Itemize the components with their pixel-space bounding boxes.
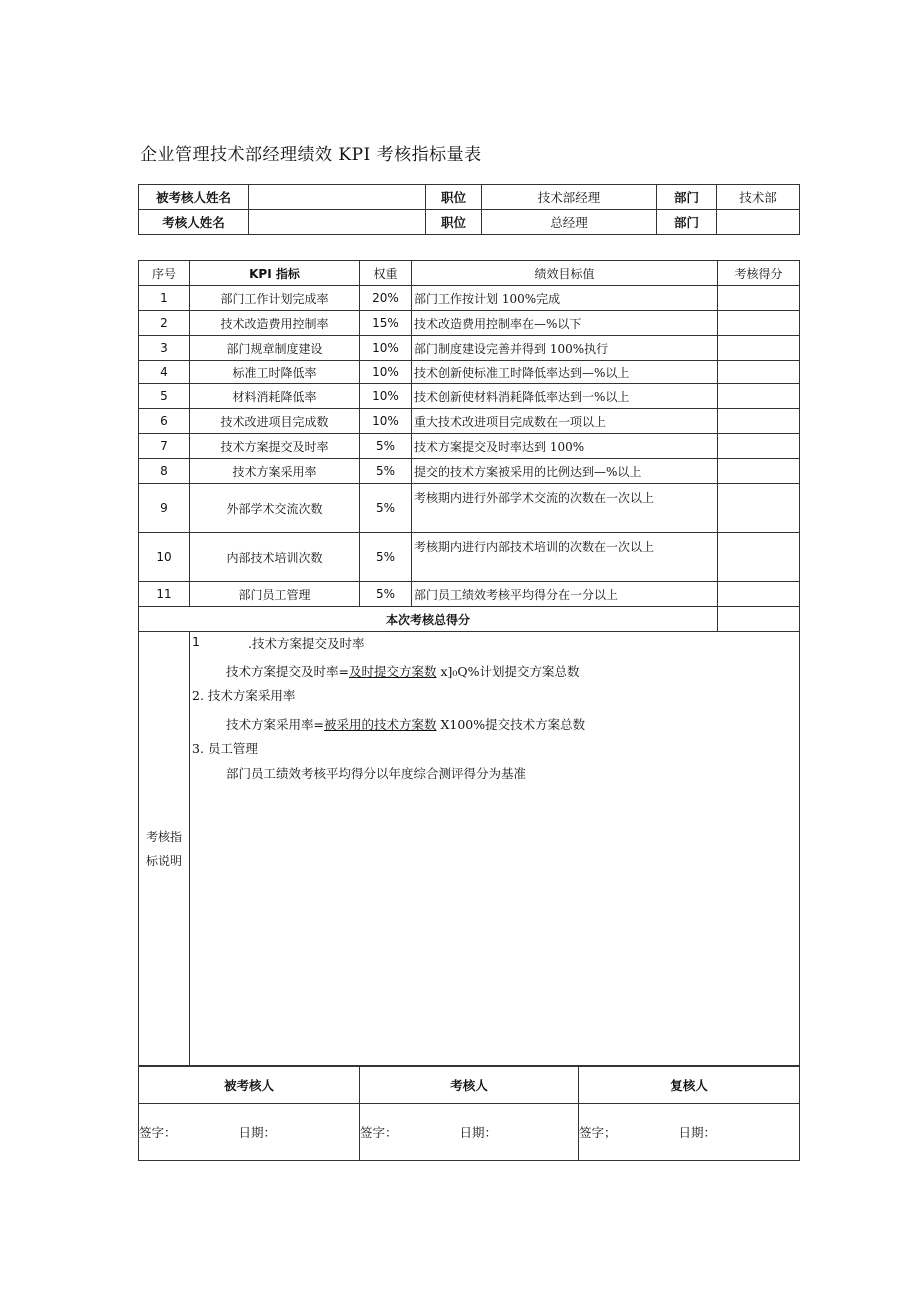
kpi-row: [139, 336, 800, 361]
role-reviewer: 复核人: [579, 1067, 800, 1104]
kpi-score-cell[interactable]: [718, 459, 800, 484]
header-indicator: KPI 指标: [190, 261, 360, 286]
formula-numerator: 及时提交方案数: [348, 664, 437, 679]
kpi-weight: 10%: [360, 409, 412, 434]
formula-numerator: 被采用的技术方案数: [323, 717, 437, 732]
kpi-weight: 5%: [360, 484, 412, 533]
kpi-indicator: 部门规章制度建设: [190, 336, 360, 361]
formula-prefix: 技术方案提交及时率=: [226, 664, 349, 679]
kpi-weight: 20%: [360, 286, 412, 311]
explain-item1-formula: [226, 662, 580, 680]
role-examinee: 被考核人: [139, 1067, 360, 1104]
explain-item2-title: 2. 技术方案采用率: [192, 688, 296, 703]
kpi-weight: 10%: [360, 384, 412, 409]
kpi-indicator: 技术改进项目完成数: [190, 409, 360, 434]
kpi-target: 技术方案提交及时率达到 100%: [412, 434, 718, 459]
explain-item3-text: 部门员工绩效考核平均得分以年度综合测评得分为基准: [226, 766, 527, 781]
kpi-weight: 5%: [360, 459, 412, 484]
date-label: 日期：: [238, 1125, 277, 1140]
kpi-row: [139, 384, 800, 409]
kpi-target: 技术创新使材料消耗降低率达到一%以上: [412, 384, 718, 409]
department-label: 部门: [657, 210, 717, 235]
date-label: 日期：: [678, 1125, 717, 1140]
kpi-row: [139, 434, 800, 459]
kpi-no: 3: [139, 336, 190, 361]
sign-label: 签字：: [360, 1125, 398, 1140]
kpi-no: 10: [139, 533, 190, 582]
kpi-row: [139, 361, 800, 384]
kpi-target: 重大技术改进项目完成数在一项以上: [412, 409, 718, 434]
kpi-weight: 5%: [360, 533, 412, 582]
kpi-weight: 5%: [360, 582, 412, 607]
kpi-indicator: 内部技术培训次数: [190, 533, 360, 582]
header-weight: 权重: [360, 261, 412, 286]
kpi-row: [139, 582, 800, 607]
info-table: [138, 184, 800, 235]
explain-item1-title: .技术方案提交及时率: [248, 636, 365, 651]
total-row: [139, 607, 800, 632]
examiner-row: [139, 210, 800, 235]
examiner-name-label: 考核人姓名: [139, 210, 249, 235]
total-score-label: 本次考核总得分: [139, 607, 718, 632]
examinee-position[interactable]: 技术部经理: [482, 185, 657, 210]
kpi-indicator: 部门工作计划完成率: [190, 286, 360, 311]
kpi-target: 提交的技术方案被采用的比例达到—%以上: [412, 459, 718, 484]
kpi-table: [138, 260, 800, 1066]
sign-label: 签字：: [139, 1125, 177, 1140]
kpi-score-cell[interactable]: [718, 409, 800, 434]
kpi-no: 8: [139, 459, 190, 484]
kpi-score-cell[interactable]: [718, 336, 800, 361]
kpi-row: [139, 459, 800, 484]
examinee-name-field[interactable]: [249, 185, 426, 210]
total-score-cell[interactable]: [718, 607, 800, 632]
kpi-indicator: 技术方案采用率: [190, 459, 360, 484]
kpi-target: 部门员工绩效考核平均得分在一分以上: [412, 582, 718, 607]
department-label: 部门: [657, 185, 717, 210]
kpi-no: 6: [139, 409, 190, 434]
kpi-indicator: 标准工时降低率: [190, 361, 360, 384]
examiner-position[interactable]: 总经理: [482, 210, 657, 235]
examiner-name-field[interactable]: [249, 210, 426, 235]
kpi-row: [139, 409, 800, 434]
explain-item3-title: 3. 员工管理: [192, 741, 258, 756]
kpi-score-cell[interactable]: [718, 384, 800, 409]
kpi-score-cell[interactable]: [718, 311, 800, 336]
kpi-score-cell[interactable]: [718, 434, 800, 459]
explain-content: [190, 632, 800, 1066]
kpi-indicator: 技术方案提交及时率: [190, 434, 360, 459]
kpi-weight: 10%: [360, 336, 412, 361]
formula-suffix: X100%提交技术方案总数: [436, 717, 586, 732]
kpi-target: 考核期内进行内部技术培训的次数在一次以上: [412, 533, 718, 582]
formula-suffix: x]₀Q%计划提交方案总数: [436, 664, 580, 679]
header-no: 序号: [139, 261, 190, 286]
signature-roles-row: [139, 1067, 800, 1104]
kpi-weight: 15%: [360, 311, 412, 336]
kpi-no: 11: [139, 582, 190, 607]
kpi-no: 1: [139, 286, 190, 311]
kpi-no: 2: [139, 311, 190, 336]
kpi-row: [139, 286, 800, 311]
kpi-indicator: 外部学术交流次数: [190, 484, 360, 533]
header-score: 考核得分: [718, 261, 800, 286]
date-label: 日期：: [459, 1125, 498, 1140]
kpi-score-cell[interactable]: [718, 361, 800, 384]
header-target: 绩效目标值: [412, 261, 718, 286]
kpi-no: 7: [139, 434, 190, 459]
signature-fields-row: [139, 1104, 800, 1161]
role-examiner: 考核人: [360, 1067, 579, 1104]
kpi-no: 9: [139, 484, 190, 533]
kpi-score-cell[interactable]: [718, 533, 800, 582]
kpi-no: 5: [139, 384, 190, 409]
kpi-target: 技术创新使标准工时降低率达到—%以上: [412, 361, 718, 384]
reviewer-sign-cell[interactable]: [579, 1104, 800, 1161]
page-title: 企业管理技术部经理绩效 KPI 考核指标量表: [140, 145, 482, 165]
kpi-weight: 10%: [360, 361, 412, 384]
examinee-row: [139, 185, 800, 210]
examinee-department[interactable]: 技术部: [717, 185, 800, 210]
examinee-name-label: 被考核人姓名: [139, 185, 249, 210]
kpi-score-cell[interactable]: [718, 582, 800, 607]
kpi-row: [139, 311, 800, 336]
signature-table: [138, 1066, 800, 1161]
kpi-score-cell[interactable]: [718, 484, 800, 533]
kpi-row: [139, 533, 800, 582]
kpi-target: 技术改造费用控制率在—%以下: [412, 311, 718, 336]
examiner-sign-cell[interactable]: [360, 1104, 579, 1161]
kpi-row: [139, 484, 800, 533]
examiner-department[interactable]: [717, 210, 800, 235]
position-label: 职位: [426, 185, 482, 210]
explain-item2-formula: [226, 715, 585, 733]
explain-item1-no: 1: [192, 634, 200, 649]
kpi-target: 部门制度建设完善并得到 100%执行: [412, 336, 718, 361]
explain-label: [139, 632, 190, 1066]
explain-label-text: 考核指标说明: [146, 829, 183, 868]
kpi-target: 部门工作按计划 100%完成: [412, 286, 718, 311]
kpi-no: 4: [139, 361, 190, 384]
examinee-sign-cell[interactable]: [139, 1104, 360, 1161]
explain-row: [139, 632, 800, 1066]
kpi-weight: 5%: [360, 434, 412, 459]
position-label: 职位: [426, 210, 482, 235]
kpi-score-cell[interactable]: [718, 286, 800, 311]
kpi-indicator: 材料消耗降低率: [190, 384, 360, 409]
kpi-indicator: 技术改造费用控制率: [190, 311, 360, 336]
formula-prefix: 技术方案采用率=: [226, 717, 324, 732]
kpi-indicator: 部门员工管理: [190, 582, 360, 607]
sign-label: 签字；: [579, 1125, 617, 1140]
kpi-header-row: [139, 261, 800, 286]
kpi-target: 考核期内进行外部学术交流的次数在一次以上: [412, 484, 718, 533]
